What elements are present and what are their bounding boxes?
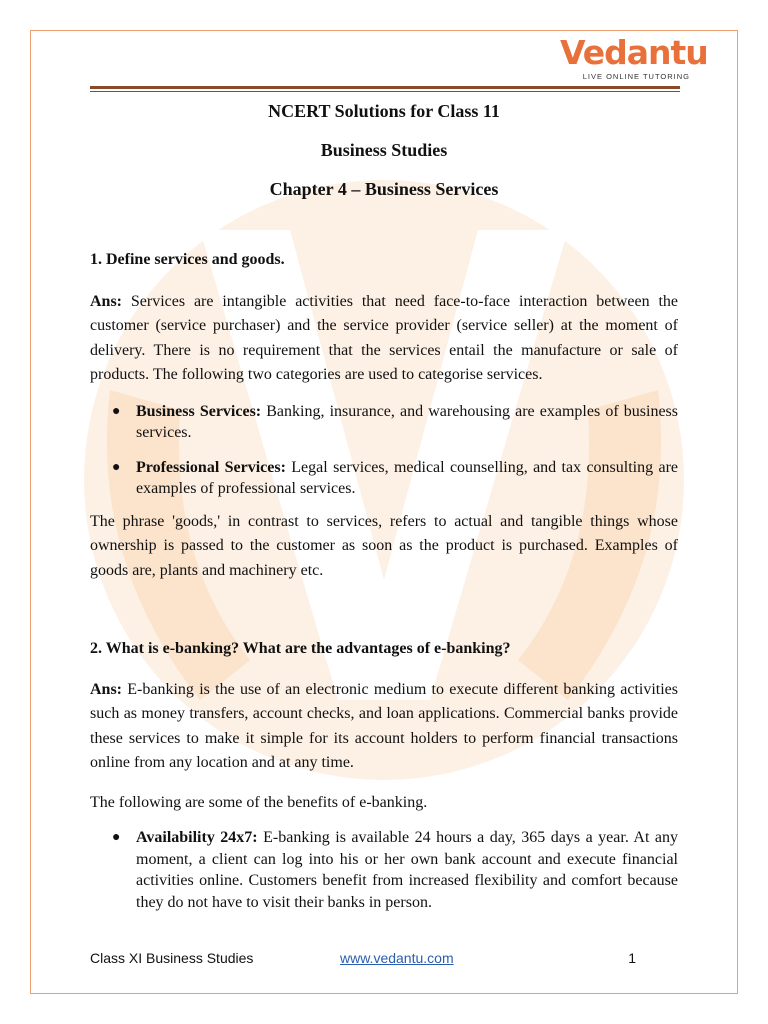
benefits-intro: The following are some of the benefits of e-banking. xyxy=(90,793,428,811)
doc-subject: Business Studies xyxy=(320,140,448,160)
header-rule-thin xyxy=(90,91,680,92)
bullet-label: Availability 24x7: xyxy=(136,829,258,846)
answer-text: E-banking is the use of an electronic medium to execute different banking activities such as money transfers, account checks, and loan applications. Commercial banks provide these services to make it simple for its account holders to perform financial transactions online from any location and at any time. xyxy=(90,680,678,771)
bullet-icon: ● xyxy=(112,830,121,845)
bullet-icon: ● xyxy=(112,459,121,475)
doc-chapter: Chapter 4 – Business Services xyxy=(269,179,499,199)
service-types-list xyxy=(90,401,678,500)
list-item xyxy=(90,457,678,500)
header-rule-thick xyxy=(90,86,680,89)
answer-label: Ans: xyxy=(90,292,123,310)
logo-wordmark: Vedantu xyxy=(560,33,708,72)
document-body xyxy=(90,96,678,913)
vedantu-logo xyxy=(560,33,708,86)
logo-tagline: LIVE ONLINE TUTORING xyxy=(582,72,690,81)
bullet-text: Banking, insurance, and warehousing are examples of business services. xyxy=(136,402,679,441)
page-footer xyxy=(90,950,680,970)
goods-paragraph: The phrase 'goods,' in contrast to services, refers to actual and tangible things whose ownership is passed to the customer as soon as the product is purchased. Examples of goods are, plants and machinery etc. xyxy=(90,512,678,579)
answer-label: Ans: xyxy=(90,680,123,698)
list-item xyxy=(90,827,678,913)
answer-1 xyxy=(90,290,678,388)
footer-website-link[interactable]: www.vedantu.com xyxy=(340,950,454,966)
question-1: 1. Define services and goods. xyxy=(90,251,285,268)
answer-text: Services are intangible activities that need face-to-face interaction between the customer (service purchaser) and the service provider (service seller) at the moment of delivery. There is no requirement that the services entail the manufacture or sale of products. The following two categories are used to categorise services. xyxy=(90,292,678,383)
doc-title: NCERT Solutions for Class 11 xyxy=(268,101,500,121)
footer-class-label: Class XI Business Studies xyxy=(90,950,254,966)
bullet-label: Business Services: xyxy=(136,402,262,420)
list-item xyxy=(90,401,678,444)
bullet-text: E-banking is available 24 hours a day, 365 days a year. At any moment, a client can log into his or her own bank account and execute financial activities online. Customers benefit from increased flexibility and comfort because they do not have to visit their banks in person. xyxy=(136,829,679,911)
benefits-list xyxy=(90,827,678,913)
question-2: 2. What is e-banking? What are the advantages of e-banking? xyxy=(90,640,511,657)
page-number: 1 xyxy=(628,950,636,966)
bullet-text: Legal services, medical counselling, and tax consulting are examples of professional services. xyxy=(136,458,678,497)
bullet-icon: ● xyxy=(112,403,121,419)
answer-2 xyxy=(90,678,678,776)
bullet-label: Professional Services: xyxy=(136,458,286,476)
